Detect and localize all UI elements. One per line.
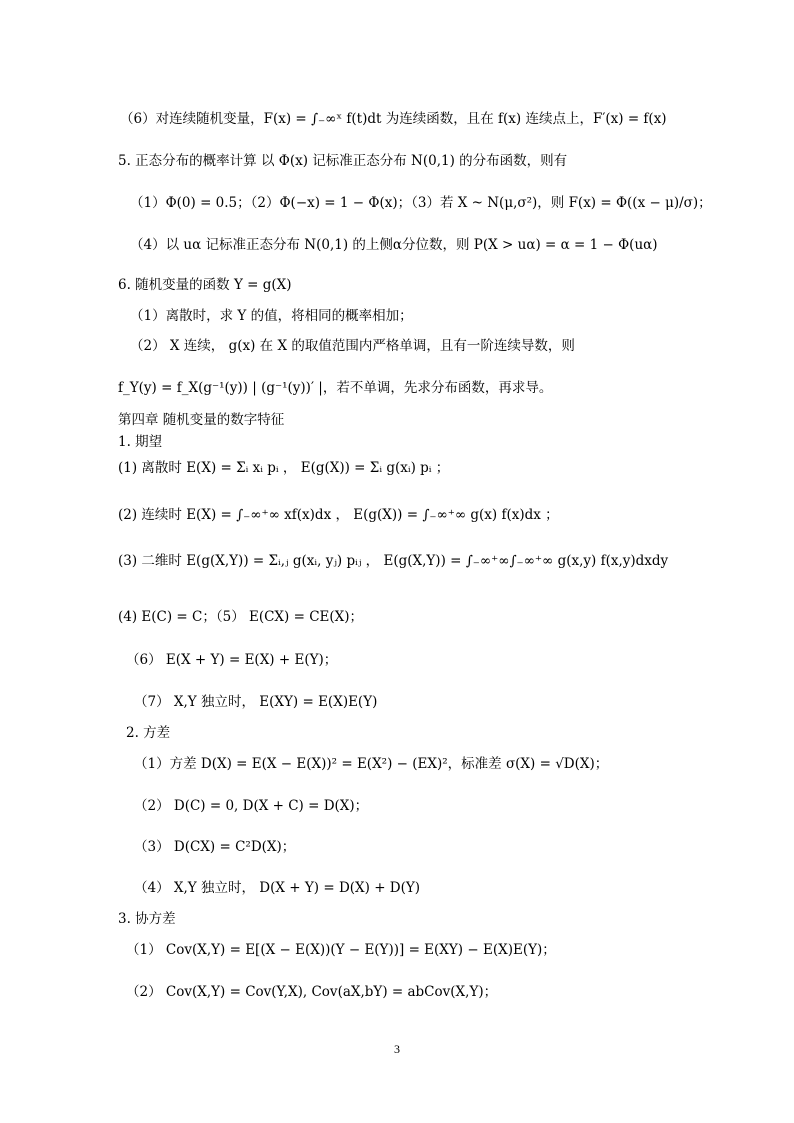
text-line-discrete-expectation: (1) 离散时 E(X) = Σᵢ xᵢ pᵢ ， E(g(X)) = Σᵢ g(xᵢ) pᵢ ； (118, 460, 450, 476)
text-line-expectation-const: (4) E(C) = C；（5） E(CX) = CE(X)； (118, 609, 364, 625)
text-line-normal-props-1-3: （1）Φ(0) = 0.5；（2）Φ(−x) = 1 − Φ(x)；（3）若 X ~ N(μ,σ²)，则 F(x) = Φ((x − μ)/σ)； (130, 195, 712, 211)
text-line-covariance-def: （1） Cov(X,Y) = E[(X − E(X))(Y − E(Y))] = E(XY) − E(X)E(Y)； (126, 942, 556, 958)
text-line-2d-expectation: (3) 二维时 E(g(X,Y)) = Σᵢ,ⱼ g(xᵢ, yⱼ) pᵢⱼ ， E(g(X,Y)) = ∫₋∞⁺∞∫₋∞⁺∞ g(x,y) f(x,y)dxdy (118, 553, 669, 569)
text-line-continuous-function: （2） X 连续， g(x) 在 X 的取值范围内严格单调，且有一阶连续导数，则 (130, 338, 575, 354)
section-heading-expectation: 1. 期望 (118, 434, 163, 450)
text-line-expectation-sum: （6） E(X + Y) = E(X) + E(Y)； (126, 652, 338, 668)
text-line-covariance-props: （2） Cov(X,Y) = Cov(Y,X), Cov(aX,bY) = abCov(X,Y)； (126, 984, 498, 1000)
page-number: 3 (394, 1042, 400, 1056)
text-line-expectation-product: （7） X,Y 独立时， E(XY) = E(X)E(Y) (134, 694, 378, 710)
text-line-variance-sum: （4） X,Y 独立时， D(X + Y) = D(X) + D(Y) (134, 880, 421, 896)
text-line-variance-scale: （3） D(CX) = C²D(X)； (134, 839, 296, 855)
section-heading-normal: 5. 正态分布的概率计算 以 Φ(x) 记标准正态分布 N(0,1) 的分布函数，则有 (118, 153, 568, 169)
section-heading-variance: 2. 方差 (126, 725, 171, 741)
text-line-normal-quantile: （4）以 uα 记标准正态分布 N(0,1) 的上侧α分位数，则 P(X > uα) = α = 1 − Φ(uα) (130, 237, 658, 253)
text-line-continuous-expectation: (2) 连续时 E(X) = ∫₋∞⁺∞ xf(x)dx ， E(g(X)) = ∫₋∞⁺∞ g(x) f(x)dx ； (118, 507, 559, 523)
section-heading-covariance: 3. 协方差 (118, 911, 176, 927)
section-heading-function: 6. 随机变量的函数 Y = g(X) (118, 277, 292, 293)
text-line-variance-def: （1）方差 D(X) = E(X − E(X))² = E(X²) − (EX)²，标准差 σ(X) = √D(X)； (134, 756, 609, 772)
text-line-variance-const: （2） D(C) = 0, D(X + C) = D(X)； (134, 798, 369, 814)
text-line-density-transform: f_Y(y) = f_X(g⁻¹(y)) | (g⁻¹(y))′ |，若不单调，先求分布函数，再求导。 (118, 380, 553, 396)
chapter-heading: 第四章 随机变量的数字特征 (118, 412, 285, 428)
text-line-6-continuous-cdf: （6）对连续随机变量，F(x) = ∫₋∞ˣ f(t)dt 为连续函数，且在 f(x) 连续点上，F′(x) = f(x) (120, 111, 667, 127)
text-line-discrete-function: （1）离散时，求 Y 的值，将相同的概率相加； (130, 308, 413, 324)
